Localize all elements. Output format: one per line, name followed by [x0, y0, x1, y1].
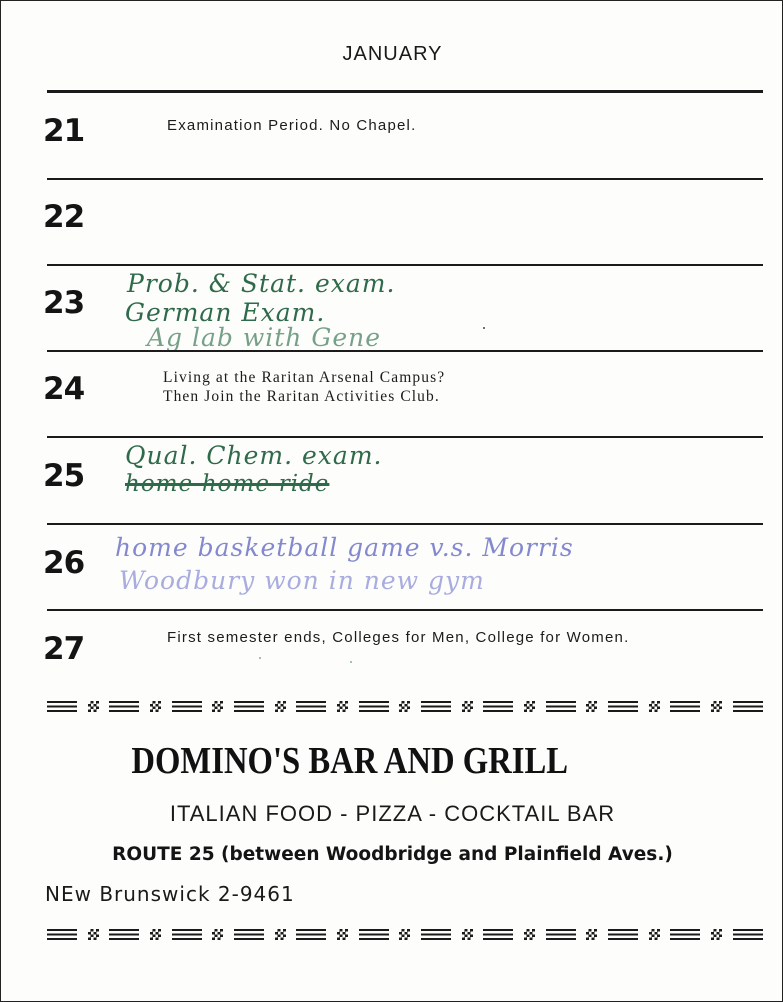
border-checker-segment	[150, 929, 161, 940]
border-lines-segment	[359, 929, 389, 940]
border-lines-segment	[421, 929, 451, 940]
border-checker-segment	[399, 929, 410, 940]
border-checker-segment	[462, 929, 473, 940]
day-number-21: 21	[43, 113, 85, 149]
border-lines-segment	[670, 929, 700, 940]
border-lines-segment	[421, 701, 451, 712]
border-lines-segment	[234, 929, 264, 940]
border-checker-segment	[212, 929, 223, 940]
handwritten-note: Woodbury won in new gym	[119, 566, 485, 595]
border-lines-segment	[296, 701, 326, 712]
month-title: JANUARY	[342, 43, 443, 65]
border-checker-segment	[275, 701, 286, 712]
day-24-note-line2: Then Join the Raritan Activities Club.	[163, 388, 440, 405]
divider-rule	[47, 350, 763, 352]
divider-rule	[47, 609, 763, 611]
border-checker-segment	[524, 929, 535, 940]
border-lines-segment	[109, 929, 139, 940]
border-lines-segment	[546, 929, 576, 940]
decorative-border	[47, 699, 763, 713]
paper-speck	[350, 661, 352, 663]
day-number-23: 23	[43, 285, 85, 321]
border-lines-segment	[47, 701, 77, 712]
border-checker-segment	[524, 701, 535, 712]
divider-rule	[47, 178, 763, 180]
divider-rule	[47, 523, 763, 525]
border-checker-segment	[212, 701, 223, 712]
day-number-22: 22	[43, 199, 85, 235]
border-lines-segment	[47, 929, 77, 940]
border-checker-segment	[462, 701, 473, 712]
border-checker-segment	[88, 701, 99, 712]
border-lines-segment	[296, 929, 326, 940]
paper-speck	[259, 657, 261, 659]
border-lines-segment	[483, 929, 513, 940]
ad-phone: NEw Brunswick 2-9461	[45, 882, 295, 906]
border-checker-segment	[150, 701, 161, 712]
day-number-27: 27	[43, 631, 85, 667]
handwritten-note: Qual. Chem. exam.	[125, 441, 383, 470]
border-lines-segment	[109, 701, 139, 712]
border-checker-segment	[649, 701, 660, 712]
border-lines-segment	[234, 701, 264, 712]
handwritten-note: Ag lab with Gene	[147, 323, 382, 352]
ad-subtitle: ITALIAN FOOD - PIZZA - COCKTAIL BAR	[169, 801, 616, 826]
handwritten-note: Prob. & Stat. exam.	[127, 269, 396, 298]
border-lines-segment	[608, 701, 638, 712]
day-24-note-line1: Living at the Raritan Arsenal Campus?	[163, 369, 446, 386]
border-lines-segment	[172, 701, 202, 712]
border-checker-segment	[649, 929, 660, 940]
border-lines-segment	[172, 929, 202, 940]
paper-speck	[483, 327, 485, 329]
border-checker-segment	[711, 701, 722, 712]
divider-rule	[47, 90, 763, 93]
day-27-note: First semester ends, Colleges for Men, College for Women.	[167, 629, 630, 646]
divider-rule	[47, 264, 763, 266]
border-lines-segment	[670, 701, 700, 712]
border-lines-segment	[483, 701, 513, 712]
handwritten-note: German Exam.	[125, 298, 326, 327]
border-lines-segment	[546, 701, 576, 712]
day-21-note: Examination Period. No Chapel.	[167, 117, 417, 134]
border-checker-segment	[337, 701, 348, 712]
border-lines-segment	[733, 701, 763, 712]
border-lines-segment	[359, 701, 389, 712]
border-checker-segment	[586, 929, 597, 940]
handwritten-note: home-home-ride	[125, 471, 330, 497]
decorative-border	[47, 927, 763, 941]
day-number-24: 24	[43, 371, 85, 407]
day-number-25: 25	[43, 458, 85, 494]
handwritten-note: home basketball game v.s. Morris	[115, 533, 574, 562]
border-checker-segment	[399, 701, 410, 712]
border-checker-segment	[88, 929, 99, 940]
border-checker-segment	[711, 929, 722, 940]
border-lines-segment	[608, 929, 638, 940]
border-lines-segment	[733, 929, 763, 940]
day-number-26: 26	[43, 545, 85, 581]
border-checker-segment	[275, 929, 286, 940]
ad-route: ROUTE 25 (between Woodbridge and Plainfield Aves.)	[112, 844, 673, 865]
border-checker-segment	[586, 701, 597, 712]
border-checker-segment	[337, 929, 348, 940]
ad-title: DOMINO'S BAR AND GRILL	[131, 740, 569, 782]
divider-rule	[47, 436, 763, 438]
